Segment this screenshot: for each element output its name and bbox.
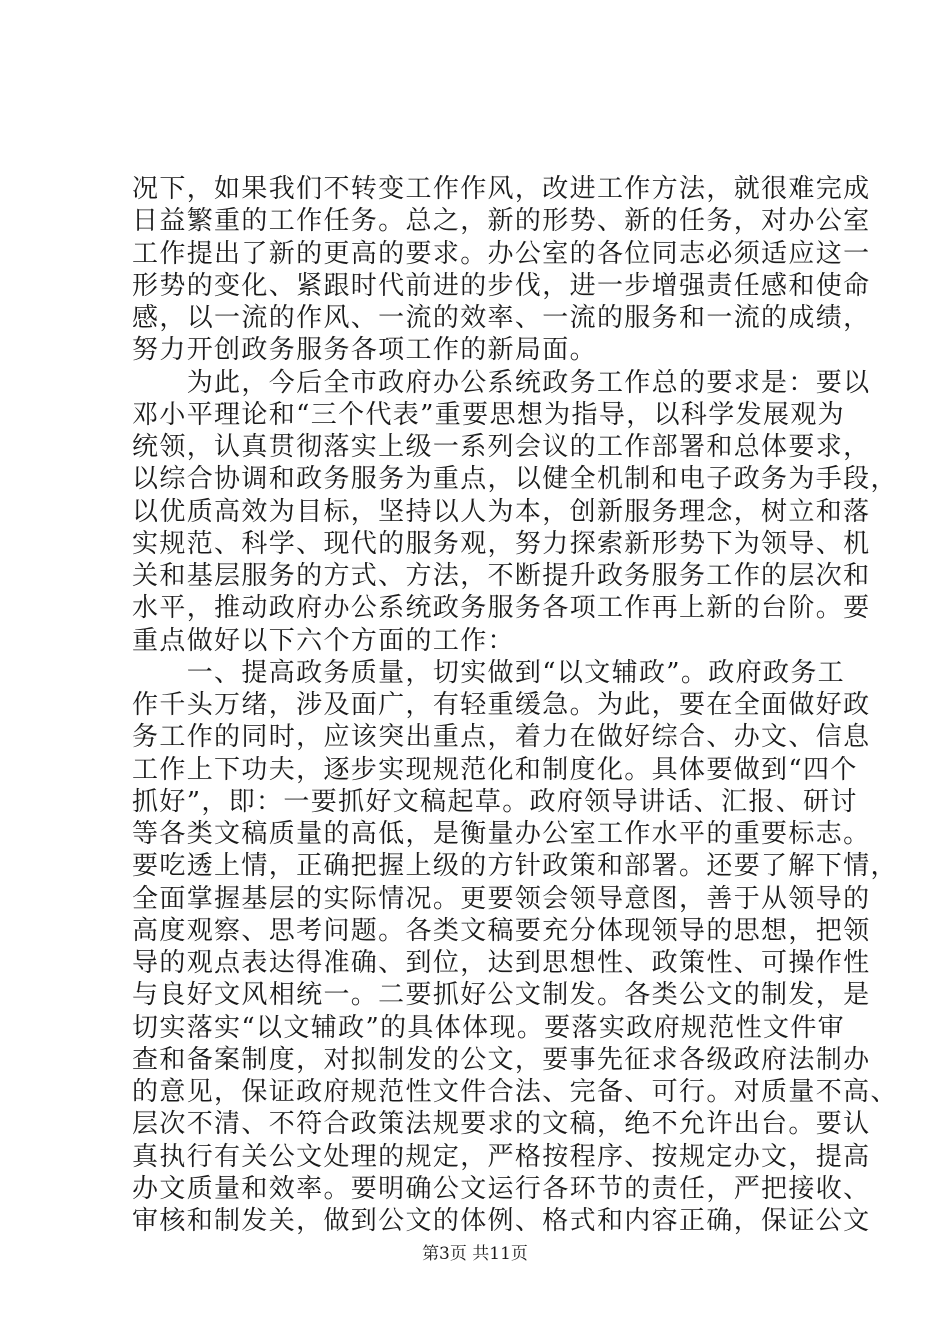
page-number-footer: 第3页 共11页 [422,1244,528,1264]
text-line: 工作提出了新的更高的要求。办公室的各位同志必须适应这一 [132,238,871,269]
text-line: 的意见，保证政府规范性文件合法、完备、可行。对质量不高、 [132,1077,898,1107]
text-line: 重点做好以下六个方面的工作： [132,625,515,656]
text-line: 邓小平理论和“三个代表”重要思想为指导，以科学发展观为 [132,399,846,430]
text-line: 以优质高效为目标，坚持以人为本，创新服务理念，树立和落 [132,496,871,527]
text-line: 实规范、科学、现代的服务观，努力探索新形势下为领导、机 [132,528,871,559]
text-line: 查和备案制度，对拟制发的公文，要事先征求各级政府法制办 [132,1044,871,1075]
text-line: 要吃透上情，正确把握上级的方针政策和部署。还要了解下情， [132,851,898,882]
text-line: 况下，如果我们不转变工作作风，改进工作方法，就很难完成 [132,174,871,204]
text-line: 日益繁重的工作任务。总之，新的形势、新的任务，对办公室 [132,206,871,237]
text-line: 以综合协调和政务服务为重点，以健全机制和电子政务为手段， [132,464,898,495]
text-line: 形势的变化、紧跟时代前进的步伐，进一步增强责任感和使命 [132,270,871,301]
text-line: 层次不清、不符合政策法规要求的文稿，绝不允许出台。要认 [132,1109,871,1140]
text-line: 为此，今后全市政府办公系统政务工作总的要求是：要以 [132,367,871,398]
body-text [132,173,898,1237]
text-line: 作千头万绪，涉及面广，有轻重缓急。为此，要在全面做好政 [132,690,871,720]
text-line: 全面掌握基层的实际情况。更要领会领导意图，善于从领导的 [132,883,871,914]
text-line: 感，以一流的作风、一流的效率、一流的服务和一流的成绩， [132,303,871,333]
text-line: 一、提高政务质量，切实做到“以文辅政”。政府政务工 [132,657,846,688]
text-line: 努力开创政务服务各项工作的新局面。 [132,335,597,366]
text-line: 水平，推动政府办公系统政务服务各项工作再上新的台阶。要 [132,593,871,624]
text-line: 统领，认真贯彻落实上级一系列会议的工作部署和总体要求， [132,432,871,462]
text-line: 真执行有关公文处理的规定，严格按程序、按规定办文，提高 [132,1141,871,1172]
text-line: 办文质量和效率。要明确公文运行各环节的责任，严把接收、 [132,1173,871,1204]
text-line: 抓好”，即：一要抓好文稿起草。政府领导讲话、汇报、研讨 [132,786,858,817]
text-line: 与良好文风相统一。二要抓好公文制发。各类公文的制发，是 [132,980,871,1011]
text-line: 关和基层服务的方式、方法，不断提升政务服务工作的层次和 [132,561,871,591]
text-line: 等各类文稿质量的高低，是衡量办公室工作水平的重要标志。 [132,819,871,849]
text-line: 高度观察、思考问题。各类文稿要充分体现领导的思想，把领 [132,915,871,946]
text-line: 务工作的同时，应该突出重点，着力在做好综合、办文、信息 [132,722,871,753]
text-line: 切实落实“以文辅政”的具体体现。要落实政府规范性文件审 [132,1012,846,1043]
text-line: 审核和制发关，做到公文的体例、格式和内容正确，保证公文 [132,1206,871,1236]
text-line: 工作上下功夫，逐步实现规范化和制度化。具体要做到“四个 [132,754,858,785]
text-line: 导的观点表达得准确、到位，达到思想性、政策性、可操作性 [132,948,871,978]
